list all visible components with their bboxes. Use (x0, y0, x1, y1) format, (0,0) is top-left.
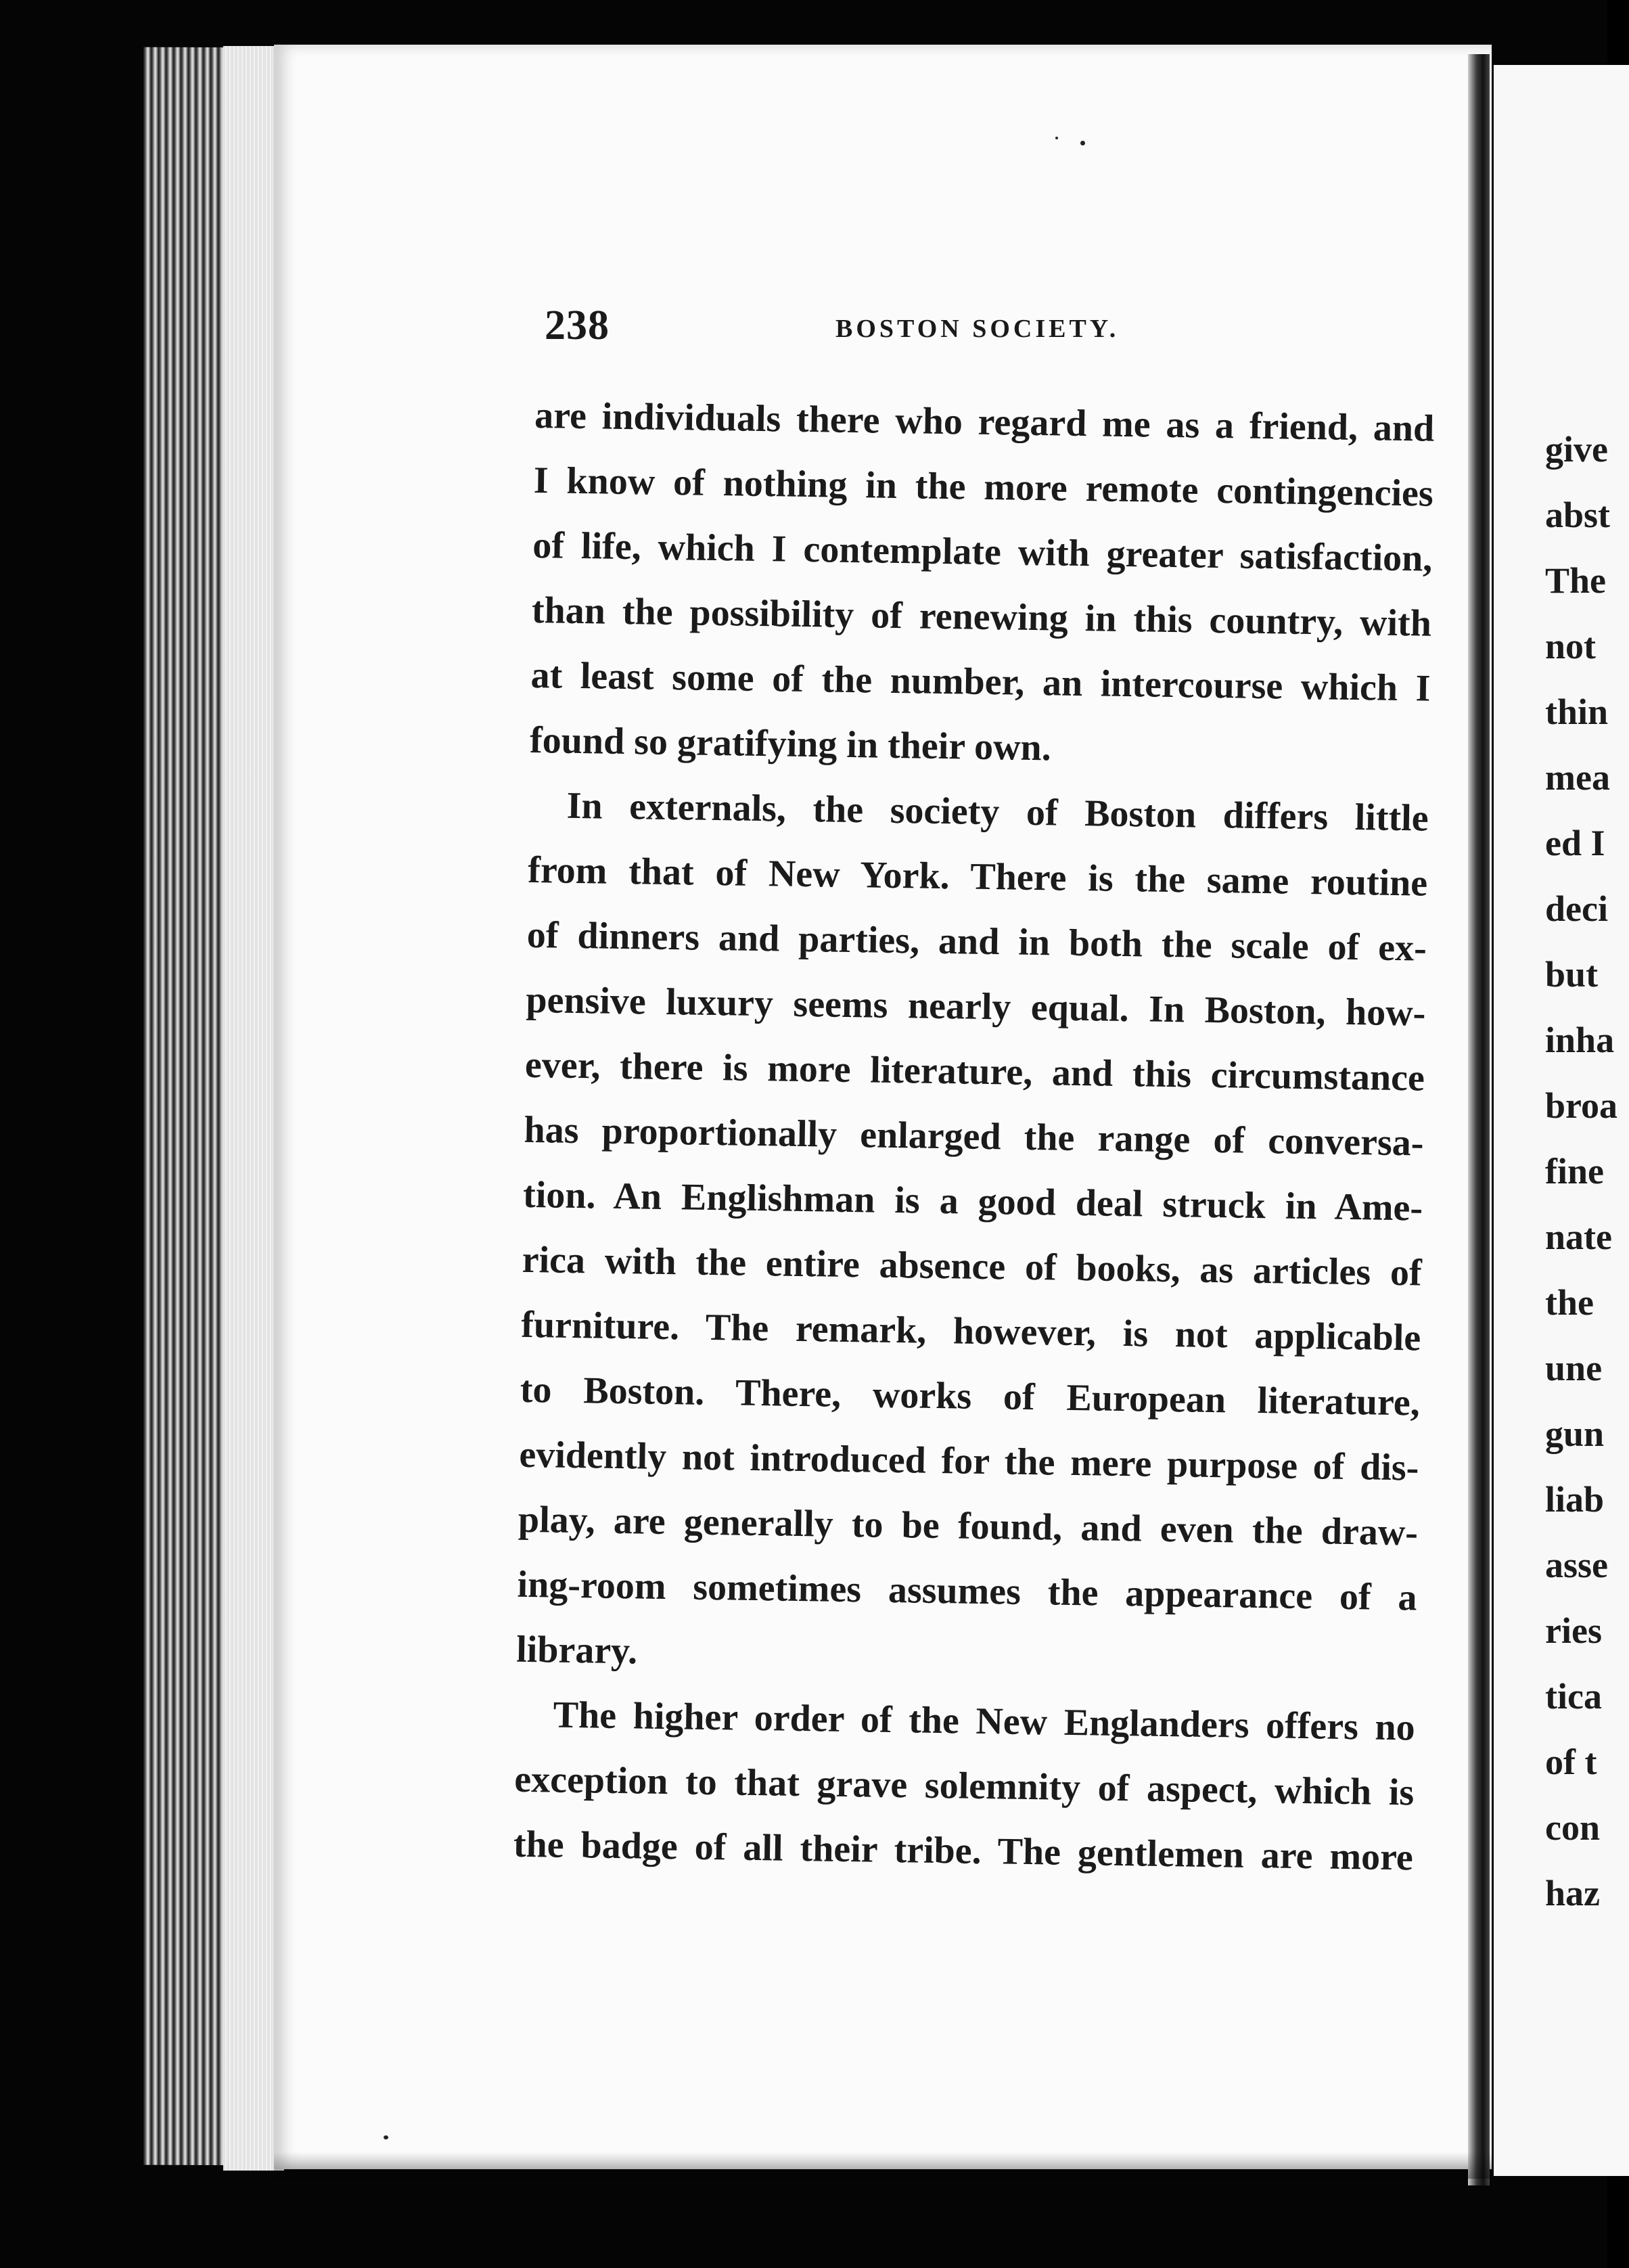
text-line: the badge of all their tribe. The gentlemen are more (513, 1823, 1414, 1879)
text-line: give (1545, 429, 1608, 470)
text-line: mea (1545, 757, 1610, 798)
facing-page-text (1545, 417, 1617, 1926)
text-line: rica with the entire absence of books, as articles of (522, 1238, 1423, 1294)
text-line: but (1545, 954, 1599, 995)
book-gutter (1468, 54, 1490, 2185)
text-line: broa (1545, 1085, 1618, 1126)
text-line: ries (1545, 1610, 1602, 1651)
text-line: inha (1545, 1020, 1615, 1060)
dust-speck (384, 2135, 388, 2139)
text-line: gun (1545, 1413, 1605, 1454)
text-line: not (1545, 626, 1597, 666)
text-line: The higher order of the New Englanders offers no (553, 1694, 1416, 1749)
text-line: tica (1545, 1676, 1602, 1717)
text-line: haz (1545, 1873, 1600, 1913)
text-line: exception to that grave solemnity of aspect, which is (513, 1758, 1415, 1814)
text-line: furniture. The remark, however, is not applicable (520, 1303, 1421, 1359)
dust-speck (1080, 141, 1085, 145)
text-line: asse (1545, 1545, 1608, 1585)
left-page (274, 45, 1492, 2169)
text-line: found so gratifying in their own. (529, 719, 1052, 769)
text-line: nate (1545, 1217, 1612, 1257)
text-line: deci (1545, 888, 1608, 929)
text-line: con (1545, 1807, 1600, 1848)
text-line: of t (1545, 1742, 1597, 1782)
running-head (274, 302, 1492, 356)
page-number: 238 (545, 302, 610, 348)
facing-page (1494, 65, 1629, 2176)
text-line: at least some of the number, an intercourse which I (530, 654, 1431, 710)
text-line: evidently not introduced for the mere purpose of dis- (519, 1433, 1419, 1489)
text-line: ing-room sometimes assumes the appearance of a (517, 1563, 1417, 1619)
text-line: of life, which I contemplate with greater satisfaction, (532, 524, 1433, 580)
text-line: une (1545, 1348, 1603, 1388)
text-line: of dinners and parties, and in both the scale of ex- (526, 913, 1427, 970)
text-line: library. (515, 1628, 638, 1673)
page-bottom-shadow (274, 2152, 1492, 2179)
text-line: the (1545, 1282, 1594, 1323)
text-line: are individuals there who regard me as a friend, and (534, 394, 1435, 450)
text-line: to Boston. There, works of European literature, (520, 1368, 1421, 1424)
text-line: In externals, the society of Boston differs little (566, 784, 1429, 840)
text-line: than the possibility of renewing in this country, with (531, 589, 1432, 645)
text-line: tion. An Englishman is a good deal struck in Ame- (522, 1173, 1423, 1229)
text-line: abst (1545, 495, 1611, 535)
text-line: liab (1545, 1479, 1605, 1520)
text-line: thin (1545, 691, 1609, 732)
header-title: BOSTON SOCIETY. (835, 315, 1120, 343)
text-line: play, are generally to be found, and even the draw- (518, 1498, 1419, 1554)
text-line: I know of nothing in the more remote contingencies (533, 459, 1434, 515)
text-line: has proportionally enlarged the range of conversa- (524, 1108, 1424, 1164)
text-line: ever, there is more literature, and this circumstance (524, 1043, 1425, 1099)
text-line: ed I (1545, 823, 1605, 863)
body-text (513, 383, 1435, 1890)
text-line: The (1545, 560, 1607, 601)
text-line: fine (1545, 1151, 1604, 1192)
dust-speck (1055, 137, 1058, 139)
text-line: pensive luxury seems nearly equal. In Boston, how- (526, 978, 1426, 1035)
text-line: from that of New York. There is the same routine (527, 848, 1428, 905)
